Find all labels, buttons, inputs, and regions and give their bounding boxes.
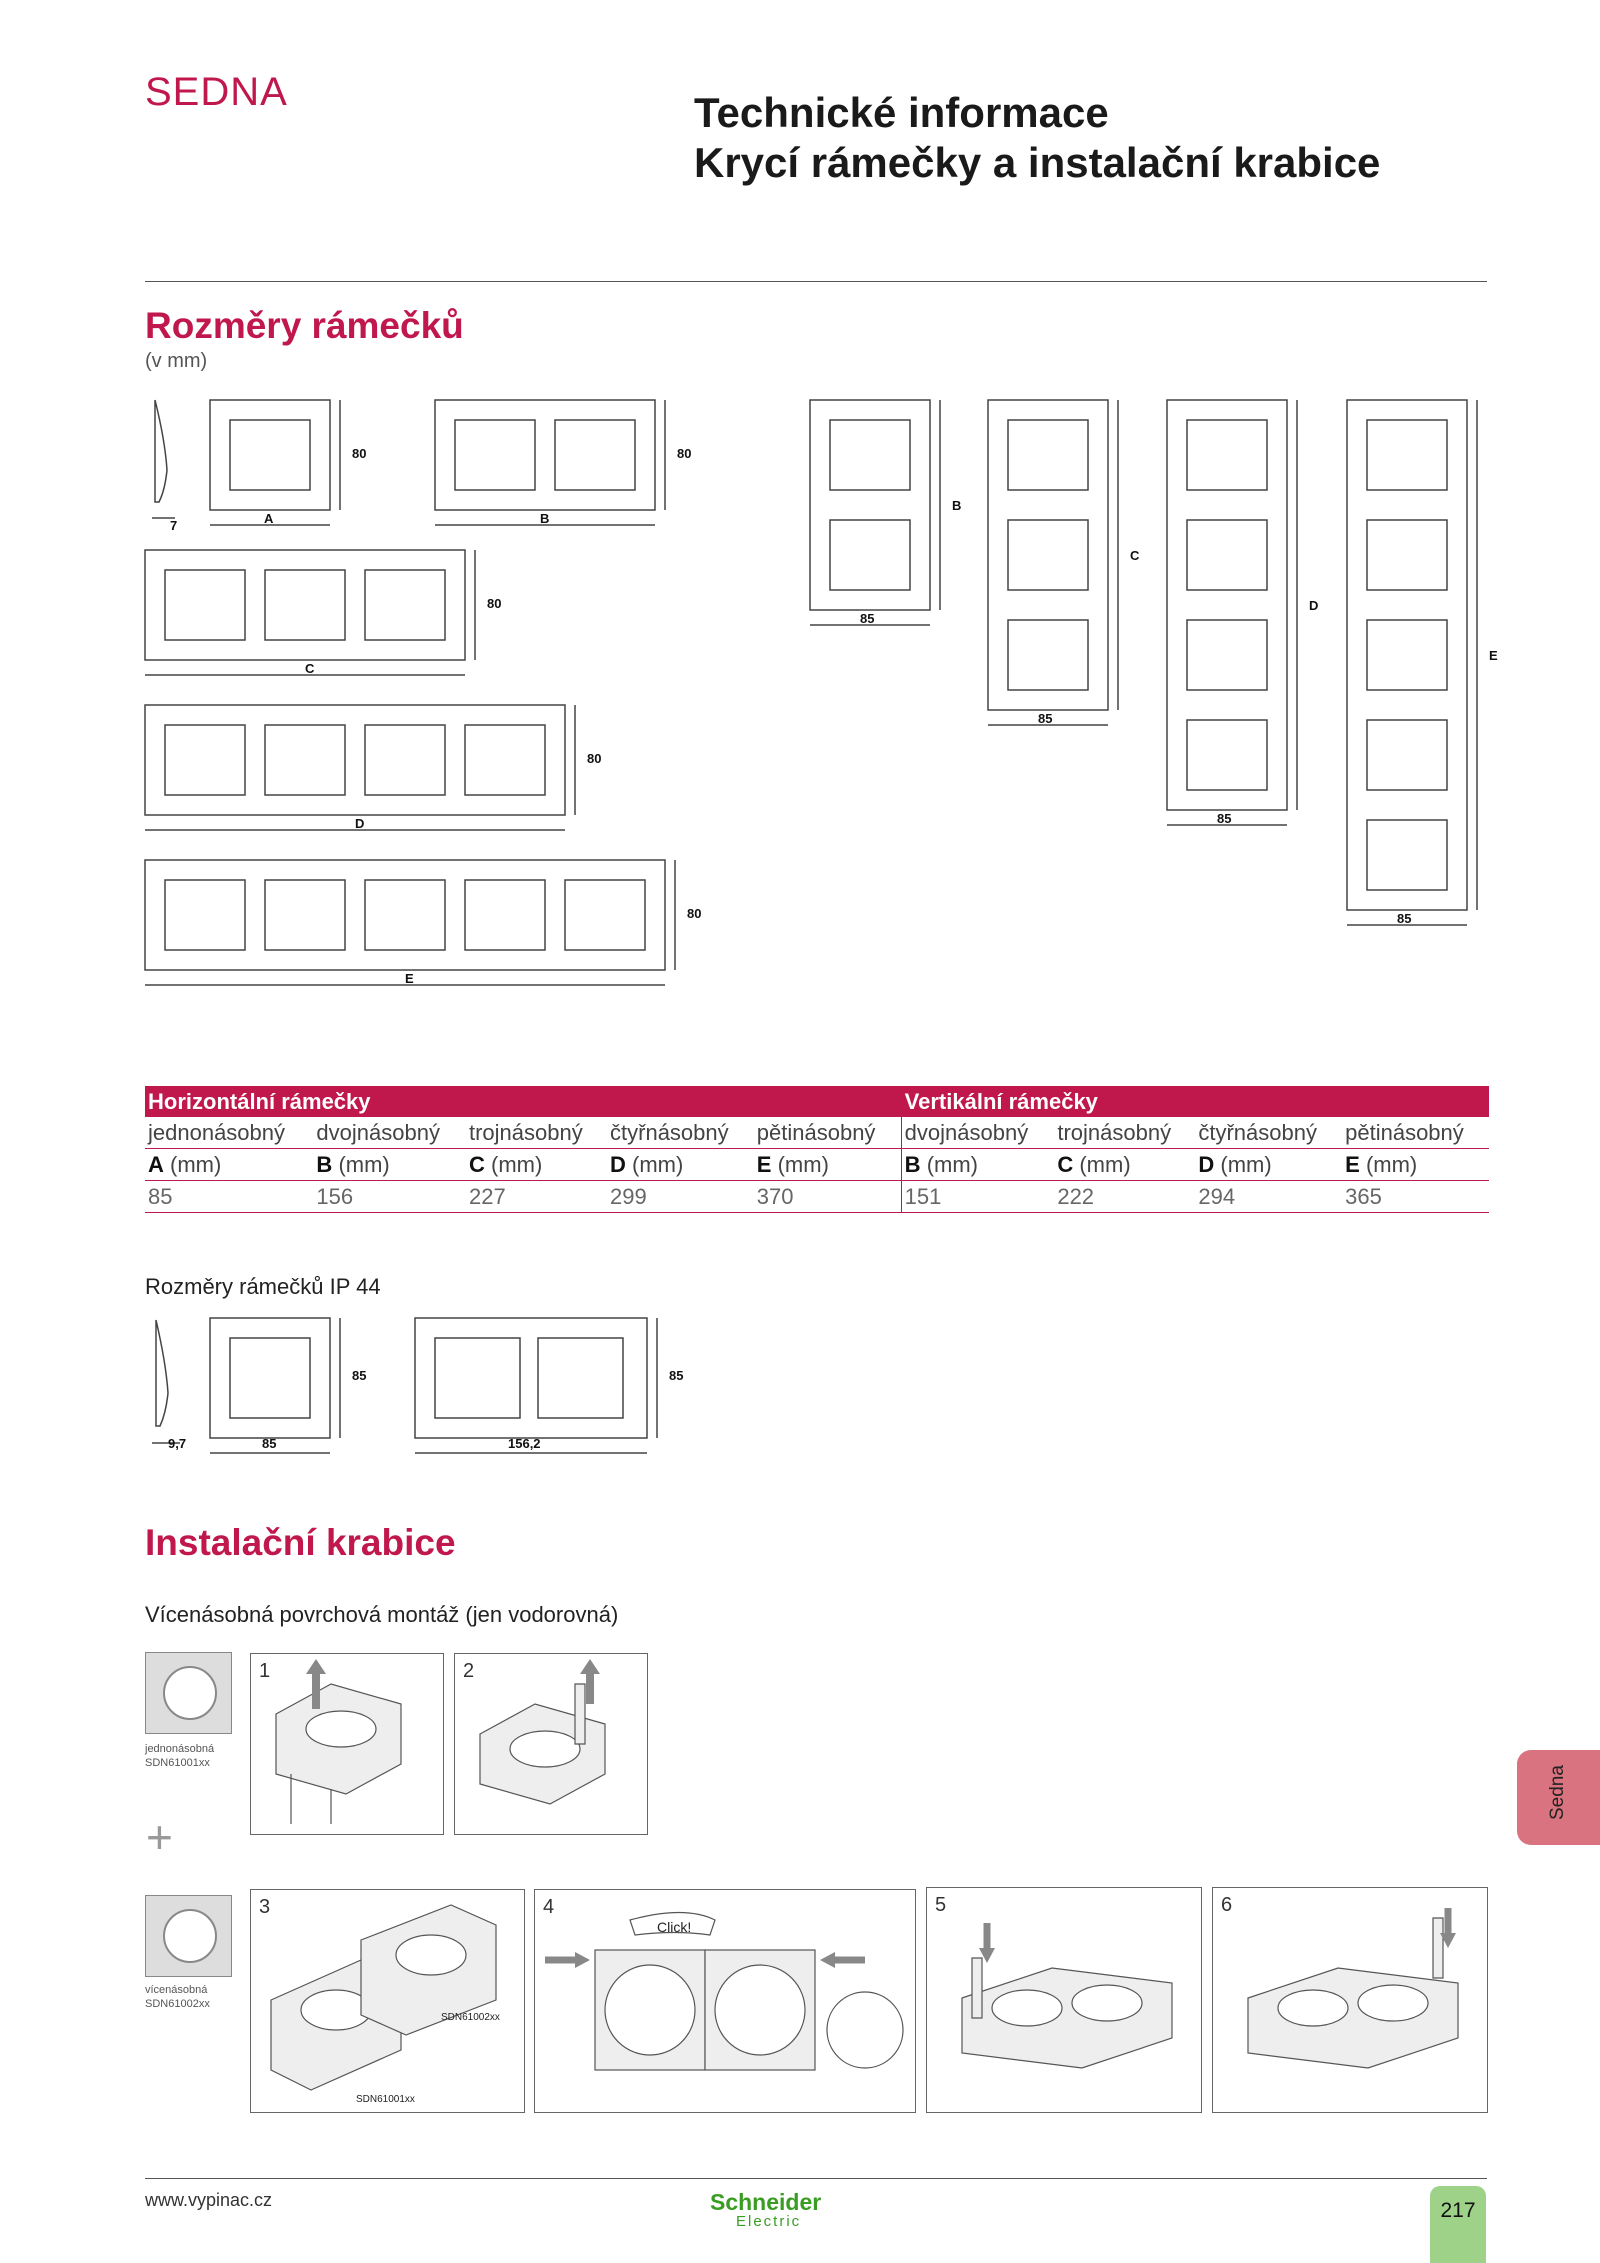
step-3-code-b: SDN61001xx: [356, 2094, 415, 2105]
vertical-width-d: 85: [1217, 811, 1232, 826]
cell-type: pětinásobný: [754, 1117, 901, 1149]
cell-value: 227: [466, 1181, 607, 1213]
ip44-width-double: 156,2: [508, 1436, 541, 1451]
vertical-label-e: E: [1489, 648, 1498, 663]
table-row-values: [145, 1181, 1489, 1213]
frame-dimension-drawings: [140, 390, 1510, 1010]
vertical-title: Vertikální rámečky: [901, 1086, 1489, 1117]
box-single-code: SDN61001xx: [145, 1757, 210, 1769]
depth-label: 7: [170, 518, 178, 533]
frame-dimension-table: [145, 1086, 1489, 1213]
cell-value: 222: [1054, 1181, 1195, 1213]
boxes-heading: Instalační krabice: [145, 1522, 456, 1563]
logo-line-2: Electric: [736, 2213, 802, 2230]
footer-divider: [145, 2178, 1487, 2179]
cell-value: 85: [145, 1181, 313, 1213]
cell-value: 151: [901, 1181, 1054, 1213]
step-panel-6: [1212, 1887, 1488, 2113]
height-label-single: 80: [352, 446, 367, 461]
cell-type: pětinásobný: [1342, 1117, 1489, 1149]
box-single-caption: [145, 1742, 214, 1770]
width-label-b: B: [540, 511, 550, 526]
step-2-illustration: [455, 1654, 645, 1832]
step-number: 3: [259, 1896, 271, 1918]
width-label-a: A: [264, 511, 274, 526]
cell-letter: C (mm): [1054, 1149, 1195, 1181]
height-label-double: 80: [677, 446, 692, 461]
ip44-depth-label: 9,7: [168, 1436, 187, 1451]
step-1-illustration: [251, 1654, 441, 1832]
footer-url[interactable]: www.vypinac.cz: [145, 2190, 273, 2210]
cell-value: 370: [754, 1181, 901, 1213]
ip44-frame-single: [210, 1318, 330, 1438]
cell-letter: C (mm): [466, 1149, 607, 1181]
box-multi-code: SDN61002xx: [145, 1998, 210, 2010]
cell-letter: A (mm): [145, 1149, 313, 1181]
width-label-e: E: [405, 971, 414, 986]
cell-letter: D (mm): [1195, 1149, 1342, 1181]
box-single-label: jednonásobná: [145, 1743, 215, 1755]
step-6-illustration: [1213, 1888, 1485, 2110]
cell-letter: B (mm): [313, 1149, 466, 1181]
width-label-c: C: [305, 661, 315, 676]
frame-single: [210, 400, 330, 510]
horizontal-title: Horizontální rámečky: [145, 1086, 901, 1117]
step-number: 4: [543, 1896, 555, 1918]
step-number: 2: [463, 1660, 475, 1682]
ip44-heading: Rozměry rámečků IP 44: [145, 1274, 381, 1299]
step-4-illustration: [535, 1890, 913, 2110]
step-panel-4: [534, 1889, 916, 2113]
vertical-label-b: B: [952, 498, 962, 513]
ip44-height-single: 85: [352, 1368, 367, 1383]
ip44-width-single: 85: [262, 1436, 277, 1451]
frame-triple: [145, 550, 465, 660]
vertical-label-d: D: [1309, 598, 1319, 613]
click-label: Click!: [657, 1919, 692, 1935]
box-multi-caption: [145, 1983, 210, 2011]
frame-vertical-quadruple: [1167, 400, 1287, 810]
ip44-frame-double: [415, 1318, 647, 1438]
frames-heading: Rozměry rámečků: [145, 305, 464, 346]
box-multi-label: vícenásobná: [145, 1984, 208, 1996]
ip44-height-double: 85: [669, 1368, 684, 1383]
width-label-d: D: [355, 816, 365, 831]
boxes-subheading: Vícenásobná povrchová montáž (jen vodorovná): [145, 1602, 619, 1627]
frame-vertical-double: [810, 400, 930, 610]
header-divider: [145, 281, 1487, 282]
step-number: 1: [259, 1660, 271, 1682]
frame-double: [435, 400, 655, 510]
frame-quintuple: [145, 860, 665, 970]
cell-value: 294: [1195, 1181, 1342, 1213]
step-panel-1: [250, 1653, 444, 1835]
step-panel-5: [926, 1887, 1202, 2113]
cell-type: dvojnásobný: [901, 1117, 1054, 1149]
step-3-code-a: SDN61002xx: [441, 2012, 500, 2023]
table-header-row: [145, 1086, 1489, 1117]
brand-title: SEDNA: [145, 70, 288, 114]
cell-value: 156: [313, 1181, 466, 1213]
page-number: 217: [1430, 2186, 1486, 2263]
logo-line-1: Schneider: [710, 2189, 822, 2215]
frame-vertical-triple: [988, 400, 1108, 710]
side-tab-label: Sedna: [1547, 1765, 1568, 1820]
cell-type: jednonásobný: [145, 1117, 313, 1149]
cell-type: trojnásobný: [466, 1117, 607, 1149]
ip44-side-profile: [156, 1320, 168, 1426]
cell-type: čtyřnásobný: [607, 1117, 754, 1149]
page-title: [694, 88, 1380, 188]
cell-letter: E (mm): [1342, 1149, 1489, 1181]
vertical-width-e: 85: [1397, 911, 1412, 926]
height-label-quadruple: 80: [587, 751, 602, 766]
vertical-width-b: 85: [860, 611, 875, 626]
frame-vertical-quintuple: [1347, 400, 1467, 910]
title-line-1: Technické informace: [694, 89, 1109, 136]
ip44-drawings: [140, 1308, 700, 1458]
box-single-image: [145, 1652, 232, 1734]
box-multi-image: [145, 1895, 232, 1977]
step-panel-2: [454, 1653, 648, 1835]
title-line-2: Krycí rámečky a instalační krabice: [694, 139, 1381, 186]
unit-note: (v mm): [145, 350, 208, 372]
step-number: 6: [1221, 1894, 1233, 1916]
cell-value: 299: [607, 1181, 754, 1213]
plus-sign: +: [146, 1811, 173, 1863]
section-side-tab: [1517, 1750, 1600, 1845]
step-number: 5: [935, 1894, 947, 1916]
vertical-label-c: C: [1130, 548, 1140, 563]
cell-letter: E (mm): [754, 1149, 901, 1181]
schneider-logo: [710, 2190, 860, 2230]
cell-type: dvojnásobný: [313, 1117, 466, 1149]
step-panel-3: [250, 1889, 525, 2113]
height-label-quintuple: 80: [687, 906, 702, 921]
height-label-triple: 80: [487, 596, 502, 611]
cell-letter: D (mm): [607, 1149, 754, 1181]
step-5-illustration: [927, 1888, 1199, 2110]
frame-side-profile: [155, 400, 167, 502]
cell-type: čtyřnásobný: [1195, 1117, 1342, 1149]
vertical-width-c: 85: [1038, 711, 1053, 726]
table-row-letters: [145, 1149, 1489, 1181]
cell-letter: B (mm): [901, 1149, 1054, 1181]
table-row-types: [145, 1117, 1489, 1149]
step-3-illustration: [251, 1890, 522, 2110]
cell-type: trojnásobný: [1054, 1117, 1195, 1149]
frame-quadruple: [145, 705, 565, 815]
cell-value: 365: [1342, 1181, 1489, 1213]
